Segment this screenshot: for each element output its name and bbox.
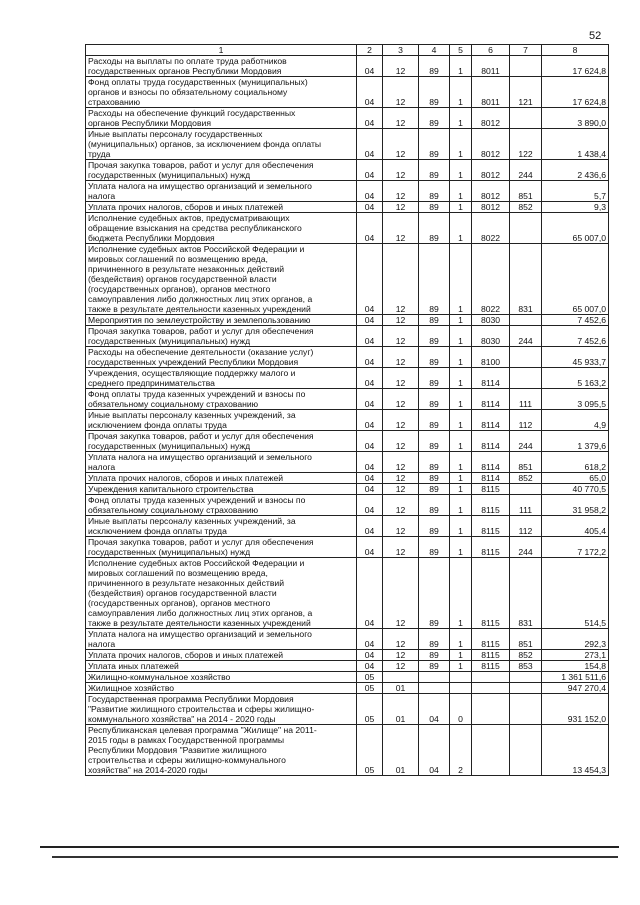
subprogram-cell: 1 <box>450 56 472 77</box>
expense-type-cell: 121 <box>510 77 542 108</box>
amount-cell: 1 379,6 <box>542 431 609 452</box>
target-item-cell: 8115 <box>472 537 510 558</box>
section-cell: 04 <box>357 181 383 202</box>
row-name-cell: Государственная программа Республики Мордовия "Развитие жилищного строительства и сферы жилищно- коммунального хозяйства" на 2014 - 2020 годы <box>86 694 357 725</box>
amount-cell: 3 095,5 <box>542 389 609 410</box>
subprogram-cell: 1 <box>450 389 472 410</box>
target-item-cell: 8012 <box>472 181 510 202</box>
row-name-cell: Уплата налога на имущество организаций и земельного налога <box>86 629 357 650</box>
program-cell: 89 <box>419 213 450 244</box>
table-row <box>86 431 609 452</box>
program-cell: 89 <box>419 347 450 368</box>
row-name-cell: Иные выплаты персоналу государственных (муниципальных) органов, за исключением фонда оплаты труда <box>86 129 357 160</box>
subprogram-cell: 2 <box>450 725 472 776</box>
subsection-cell: 12 <box>383 431 419 452</box>
program-cell: 89 <box>419 629 450 650</box>
table-row <box>86 672 609 683</box>
subsection-cell: 12 <box>383 108 419 129</box>
table-row <box>86 202 609 213</box>
col-header-expense-type: 7 <box>510 45 542 56</box>
subprogram-cell: 1 <box>450 452 472 473</box>
section-cell: 05 <box>357 672 383 683</box>
subprogram-cell: 1 <box>450 108 472 129</box>
subsection-cell: 12 <box>383 473 419 484</box>
section-cell: 04 <box>357 537 383 558</box>
target-item-cell: 8012 <box>472 160 510 181</box>
amount-cell: 1 361 511,6 <box>542 672 609 683</box>
program-cell: 89 <box>419 368 450 389</box>
amount-cell: 7 452,6 <box>542 315 609 326</box>
program-cell <box>419 672 450 683</box>
table-row <box>86 725 609 776</box>
section-cell: 04 <box>357 452 383 473</box>
section-cell: 05 <box>357 683 383 694</box>
col-header-program: 4 <box>419 45 450 56</box>
table-row <box>86 160 609 181</box>
section-cell: 04 <box>357 326 383 347</box>
subsection-cell: 12 <box>383 202 419 213</box>
amount-cell: 618,2 <box>542 452 609 473</box>
subprogram-cell: 1 <box>450 244 472 315</box>
amount-cell: 405,4 <box>542 516 609 537</box>
section-cell: 04 <box>357 77 383 108</box>
target-item-cell: 8115 <box>472 484 510 495</box>
row-name-cell: Учреждения, осуществляющие поддержку малого и среднего предпринимательства <box>86 368 357 389</box>
row-name-cell: Прочая закупка товаров, работ и услуг для обеспечения государственных (муниципальных) нужд <box>86 160 357 181</box>
program-cell: 89 <box>419 650 450 661</box>
target-item-cell <box>472 672 510 683</box>
subsection-cell: 12 <box>383 244 419 315</box>
page-number: 52 <box>589 30 602 42</box>
table-row <box>86 77 609 108</box>
subsection-cell: 12 <box>383 77 419 108</box>
amount-cell: 154,8 <box>542 661 609 672</box>
expense-type-cell <box>510 484 542 495</box>
subprogram-cell: 1 <box>450 410 472 431</box>
target-item-cell: 8011 <box>472 77 510 108</box>
subprogram-cell: 1 <box>450 347 472 368</box>
target-item-cell: 8114 <box>472 452 510 473</box>
subsection-cell: 12 <box>383 495 419 516</box>
program-cell: 89 <box>419 473 450 484</box>
table-row <box>86 326 609 347</box>
target-item-cell: 8115 <box>472 661 510 672</box>
program-cell: 89 <box>419 410 450 431</box>
amount-cell: 5,7 <box>542 181 609 202</box>
target-item-cell: 8114 <box>472 431 510 452</box>
target-item-cell: 8012 <box>472 108 510 129</box>
row-name-cell: Прочая закупка товаров, работ и услуг для обеспечения государственных (муниципальных) нужд <box>86 537 357 558</box>
subsection-cell: 12 <box>383 181 419 202</box>
subsection-cell: 12 <box>383 315 419 326</box>
subprogram-cell <box>450 683 472 694</box>
amount-cell: 931 152,0 <box>542 694 609 725</box>
subsection-cell: 01 <box>383 694 419 725</box>
section-cell: 04 <box>357 129 383 160</box>
subprogram-cell: 1 <box>450 484 472 495</box>
program-cell: 89 <box>419 160 450 181</box>
expense-type-cell: 853 <box>510 661 542 672</box>
table-row <box>86 368 609 389</box>
table-row <box>86 452 609 473</box>
subprogram-cell: 1 <box>450 661 472 672</box>
target-item-cell <box>472 725 510 776</box>
expense-type-cell <box>510 213 542 244</box>
header-row <box>86 45 609 56</box>
subsection-cell: 12 <box>383 347 419 368</box>
target-item-cell: 8115 <box>472 495 510 516</box>
section-cell: 04 <box>357 368 383 389</box>
section-cell: 04 <box>357 108 383 129</box>
amount-cell: 5 163,2 <box>542 368 609 389</box>
row-name-cell: Иные выплаты персоналу казенных учреждений, за исключением фонда оплаты труда <box>86 410 357 431</box>
expense-type-cell <box>510 725 542 776</box>
subprogram-cell: 1 <box>450 315 472 326</box>
expense-type-cell <box>510 108 542 129</box>
row-name-cell: Прочая закупка товаров, работ и услуг для обеспечения государственных (муниципальных) нужд <box>86 326 357 347</box>
table-row <box>86 694 609 725</box>
subprogram-cell: 1 <box>450 473 472 484</box>
subsection-cell: 12 <box>383 213 419 244</box>
subsection-cell: 12 <box>383 410 419 431</box>
col-header-name: 1 <box>86 45 357 56</box>
subprogram-cell: 1 <box>450 537 472 558</box>
table-row <box>86 683 609 694</box>
subsection-cell: 12 <box>383 389 419 410</box>
row-name-cell: Расходы на обеспечение функций государственных органов Республики Мордовия <box>86 108 357 129</box>
section-cell: 04 <box>357 347 383 368</box>
expense-type-cell: 112 <box>510 410 542 431</box>
expense-type-cell <box>510 672 542 683</box>
subprogram-cell: 1 <box>450 202 472 213</box>
row-name-cell: Уплата прочих налогов, сборов и иных платежей <box>86 650 357 661</box>
program-cell: 89 <box>419 181 450 202</box>
table-row <box>86 56 609 77</box>
expense-type-cell <box>510 368 542 389</box>
subprogram-cell: 1 <box>450 181 472 202</box>
table-row <box>86 108 609 129</box>
section-cell: 05 <box>357 694 383 725</box>
program-cell: 04 <box>419 725 450 776</box>
expense-type-cell <box>510 694 542 725</box>
program-cell: 89 <box>419 431 450 452</box>
expense-type-cell: 851 <box>510 181 542 202</box>
expense-type-cell <box>510 315 542 326</box>
subsection-cell: 12 <box>383 537 419 558</box>
amount-cell: 7 452,6 <box>542 326 609 347</box>
section-cell: 04 <box>357 160 383 181</box>
target-item-cell: 8115 <box>472 650 510 661</box>
section-cell: 04 <box>357 202 383 213</box>
expense-type-cell: 851 <box>510 629 542 650</box>
row-name-cell: Иные выплаты персоналу казенных учреждений, за исключением фонда оплаты труда <box>86 516 357 537</box>
expense-type-cell: 244 <box>510 431 542 452</box>
subsection-cell: 12 <box>383 160 419 181</box>
expense-type-cell: 831 <box>510 558 542 629</box>
target-item-cell: 8114 <box>472 473 510 484</box>
subprogram-cell: 1 <box>450 77 472 108</box>
target-item-cell <box>472 683 510 694</box>
row-name-cell: Расходы на обеспечение деятельности (оказание услуг) государственных учреждений Республики Мордовия <box>86 347 357 368</box>
program-cell: 89 <box>419 77 450 108</box>
target-item-cell: 8115 <box>472 516 510 537</box>
table-row <box>86 661 609 672</box>
section-cell: 04 <box>357 516 383 537</box>
row-name-cell: Уплата налога на имущество организаций и земельного налога <box>86 181 357 202</box>
row-name-cell: Учреждения капитального строительства <box>86 484 357 495</box>
subprogram-cell <box>450 672 472 683</box>
row-name-cell: Уплата налога на имущество организаций и земельного налога <box>86 452 357 473</box>
section-cell: 04 <box>357 244 383 315</box>
table-row <box>86 650 609 661</box>
target-item-cell: 8100 <box>472 347 510 368</box>
amount-cell: 273,1 <box>542 650 609 661</box>
row-name-cell: Фонд оплаты труда казенных учреждений и взносы по обязательному социальному страхованию <box>86 495 357 516</box>
row-name-cell: Жилищное хозяйство <box>86 683 357 694</box>
amount-cell: 2 436,6 <box>542 160 609 181</box>
amount-cell: 4,9 <box>542 410 609 431</box>
section-cell: 04 <box>357 410 383 431</box>
amount-cell: 7 172,2 <box>542 537 609 558</box>
row-name-cell: Жилищно-коммунальное хозяйство <box>86 672 357 683</box>
table-row <box>86 558 609 629</box>
program-cell: 89 <box>419 108 450 129</box>
target-item-cell: 8030 <box>472 315 510 326</box>
table-row <box>86 244 609 315</box>
target-item-cell: 8022 <box>472 244 510 315</box>
section-cell: 05 <box>357 725 383 776</box>
subsection-cell: 12 <box>383 56 419 77</box>
program-cell: 89 <box>419 56 450 77</box>
subsection-cell: 01 <box>383 725 419 776</box>
program-cell: 89 <box>419 516 450 537</box>
amount-cell: 17 624,8 <box>542 77 609 108</box>
section-cell: 04 <box>357 431 383 452</box>
table-row <box>86 213 609 244</box>
section-cell: 04 <box>357 213 383 244</box>
expense-type-cell: 122 <box>510 129 542 160</box>
subsection-cell: 12 <box>383 516 419 537</box>
row-name-cell: Фонд оплаты труда государственных (муниципальных) органов и взносы по обязательному социальному страхованию <box>86 77 357 108</box>
subsection-cell: 12 <box>383 368 419 389</box>
subsection-cell: 12 <box>383 484 419 495</box>
amount-cell: 514,5 <box>542 558 609 629</box>
program-cell: 89 <box>419 495 450 516</box>
amount-cell: 65 007,0 <box>542 213 609 244</box>
subsection-cell: 12 <box>383 129 419 160</box>
expense-type-cell: 852 <box>510 650 542 661</box>
amount-cell: 31 958,2 <box>542 495 609 516</box>
row-name-cell: Исполнение судебных актов, предусматривающих обращение взыскания на средства республиканского бюджета Республики Мордовия <box>86 213 357 244</box>
expense-type-cell: 851 <box>510 452 542 473</box>
subprogram-cell: 1 <box>450 368 472 389</box>
table-row <box>86 410 609 431</box>
program-cell: 89 <box>419 244 450 315</box>
program-cell: 89 <box>419 389 450 410</box>
col-header-amount: 8 <box>542 45 609 56</box>
subsection-cell: 01 <box>383 683 419 694</box>
table-row <box>86 629 609 650</box>
program-cell: 89 <box>419 129 450 160</box>
subsection-cell: 12 <box>383 326 419 347</box>
target-item-cell: 8030 <box>472 326 510 347</box>
subprogram-cell: 1 <box>450 516 472 537</box>
table-row <box>86 181 609 202</box>
amount-cell: 40 770,5 <box>542 484 609 495</box>
program-cell: 89 <box>419 315 450 326</box>
subprogram-cell: 1 <box>450 558 472 629</box>
amount-cell: 17 624,8 <box>542 56 609 77</box>
table-row <box>86 484 609 495</box>
subsection-cell: 12 <box>383 452 419 473</box>
table-row <box>86 516 609 537</box>
subsection-cell: 12 <box>383 558 419 629</box>
amount-cell: 1 438,4 <box>542 129 609 160</box>
section-cell: 04 <box>357 629 383 650</box>
expense-type-cell: 244 <box>510 326 542 347</box>
table-row <box>86 347 609 368</box>
subprogram-cell: 1 <box>450 326 472 347</box>
expense-type-cell: 244 <box>510 537 542 558</box>
target-item-cell: 8114 <box>472 389 510 410</box>
col-header-target-item: 6 <box>472 45 510 56</box>
row-name-cell: Исполнение судебных актов Российской Федерации и мировых соглашений по возмещению вреда, причиненного в результате незаконных действий (бездействия) органов государственной власти (государственных органов), органов местного самоуправления либо должностных лиц этих органов, а также в результате деятельности казенных учреждений <box>86 558 357 629</box>
section-cell: 04 <box>357 473 383 484</box>
amount-cell: 13 454,3 <box>542 725 609 776</box>
expense-type-cell: 111 <box>510 389 542 410</box>
subprogram-cell: 1 <box>450 160 472 181</box>
amount-cell: 65 007,0 <box>542 244 609 315</box>
subprogram-cell: 1 <box>450 495 472 516</box>
expense-type-cell <box>510 56 542 77</box>
section-cell: 04 <box>357 650 383 661</box>
target-item-cell: 8115 <box>472 629 510 650</box>
program-cell <box>419 683 450 694</box>
budget-table <box>85 44 609 776</box>
section-cell: 04 <box>357 558 383 629</box>
program-cell: 89 <box>419 537 450 558</box>
subprogram-cell: 1 <box>450 213 472 244</box>
subprogram-cell: 1 <box>450 431 472 452</box>
program-cell: 89 <box>419 202 450 213</box>
expense-type-cell <box>510 347 542 368</box>
amount-cell: 292,3 <box>542 629 609 650</box>
subsection-cell <box>383 672 419 683</box>
section-cell: 04 <box>357 315 383 326</box>
target-item-cell: 8114 <box>472 410 510 431</box>
col-header-subsection: 3 <box>383 45 419 56</box>
program-cell: 89 <box>419 558 450 629</box>
row-name-cell: Уплата прочих налогов, сборов и иных платежей <box>86 473 357 484</box>
expense-type-cell: 111 <box>510 495 542 516</box>
expense-type-cell <box>510 683 542 694</box>
subprogram-cell: 1 <box>450 129 472 160</box>
subprogram-cell: 0 <box>450 694 472 725</box>
expense-type-cell: 852 <box>510 202 542 213</box>
subsection-cell: 12 <box>383 650 419 661</box>
subsection-cell: 12 <box>383 661 419 672</box>
expense-type-cell: 852 <box>510 473 542 484</box>
target-item-cell: 8114 <box>472 368 510 389</box>
program-cell: 04 <box>419 694 450 725</box>
scan-border-line <box>52 856 618 858</box>
row-name-cell: Мероприятия по землеустройству и землепользованию <box>86 315 357 326</box>
subprogram-cell: 1 <box>450 650 472 661</box>
subsection-cell: 12 <box>383 629 419 650</box>
expense-type-cell: 244 <box>510 160 542 181</box>
program-cell: 89 <box>419 484 450 495</box>
target-item-cell: 8012 <box>472 202 510 213</box>
table-row <box>86 389 609 410</box>
row-name-cell: Уплата прочих налогов, сборов и иных платежей <box>86 202 357 213</box>
section-cell: 04 <box>357 495 383 516</box>
amount-cell: 65,0 <box>542 473 609 484</box>
row-name-cell: Исполнение судебных актов Российской Федерации и мировых соглашений по возмещению вреда, причиненного в результате незаконных действий (бездействия) органов государственной власти (государственных органов), органов местного самоуправления либо должностных лиц этих органов, а также в результате деятельности казенных учреждений <box>86 244 357 315</box>
table-row <box>86 129 609 160</box>
target-item-cell <box>472 694 510 725</box>
target-item-cell: 8012 <box>472 129 510 160</box>
amount-cell: 947 270,4 <box>542 683 609 694</box>
scan-border-line <box>40 846 619 848</box>
amount-cell: 9,3 <box>542 202 609 213</box>
amount-cell: 3 890,0 <box>542 108 609 129</box>
section-cell: 04 <box>357 484 383 495</box>
program-cell: 89 <box>419 452 450 473</box>
expense-type-cell: 831 <box>510 244 542 315</box>
target-item-cell: 8022 <box>472 213 510 244</box>
section-cell: 04 <box>357 56 383 77</box>
table-row <box>86 495 609 516</box>
table-row <box>86 537 609 558</box>
table-row <box>86 473 609 484</box>
section-cell: 04 <box>357 661 383 672</box>
amount-cell: 45 933,7 <box>542 347 609 368</box>
target-item-cell: 8011 <box>472 56 510 77</box>
col-header-section: 2 <box>357 45 383 56</box>
table-row <box>86 315 609 326</box>
section-cell: 04 <box>357 389 383 410</box>
col-header-subprogram: 5 <box>450 45 472 56</box>
subprogram-cell: 1 <box>450 629 472 650</box>
program-cell: 89 <box>419 326 450 347</box>
row-name-cell: Расходы на выплаты по оплате труда работников государственных органов Республики Мордовия <box>86 56 357 77</box>
program-cell: 89 <box>419 661 450 672</box>
row-name-cell: Прочая закупка товаров, работ и услуг для обеспечения государственных (муниципальных) нужд <box>86 431 357 452</box>
row-name-cell: Уплата иных платежей <box>86 661 357 672</box>
row-name-cell: Фонд оплаты труда казенных учреждений и взносы по обязательному социальному страхованию <box>86 389 357 410</box>
expense-type-cell: 112 <box>510 516 542 537</box>
row-name-cell: Республиканская целевая программа "Жилище" на 2011- 2015 годы в рамках Государственной программы Республики Мордовия "Развитие жилищного строительства и сферы жилищно-коммунального хозяйства" на 2014-2020 годы <box>86 725 357 776</box>
target-item-cell: 8115 <box>472 558 510 629</box>
